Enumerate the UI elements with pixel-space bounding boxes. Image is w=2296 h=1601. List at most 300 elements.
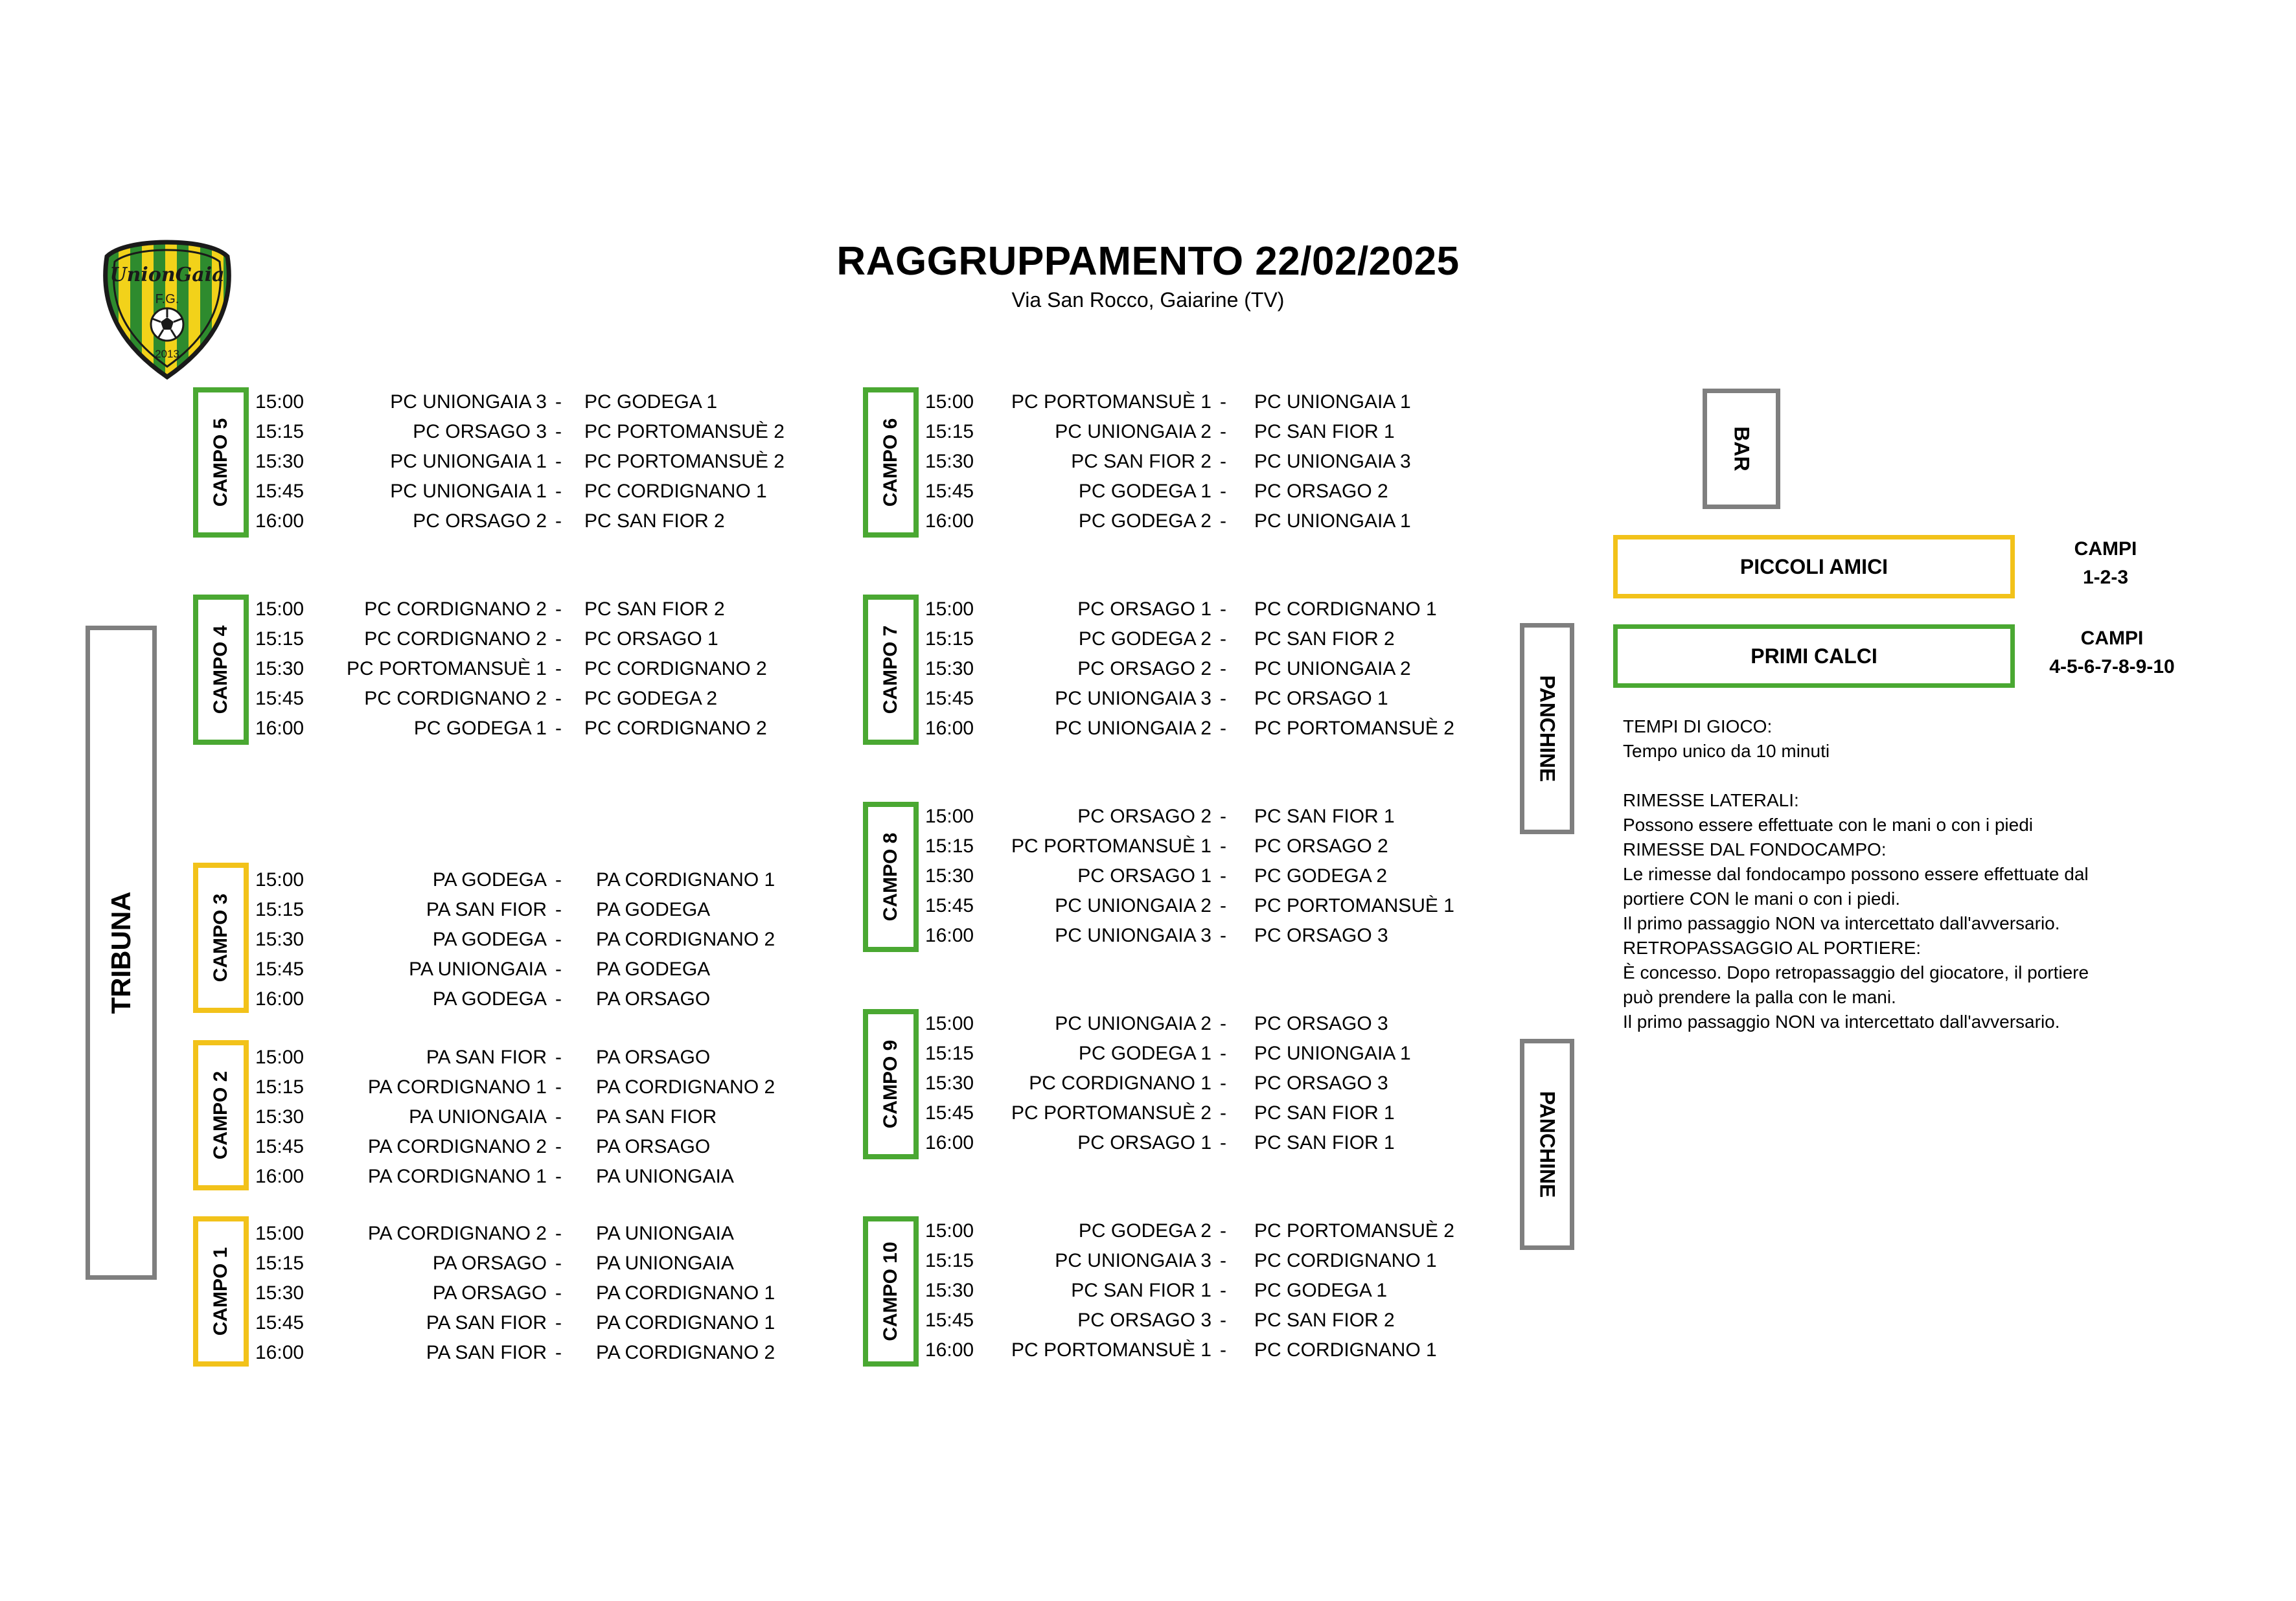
- rules-line: RIMESSE DAL FONDOCAMPO:: [1623, 839, 1887, 859]
- match-home-team: PC CORDIGNANO 2: [364, 598, 547, 620]
- match-time: 16:00: [925, 925, 974, 946]
- match-home-team: PC UNIONGAIA 2: [1055, 421, 1211, 442]
- match-time: 16:00: [255, 1166, 304, 1187]
- match-separator: -: [1220, 718, 1226, 739]
- match-away-team: PC GODEGA 2: [1254, 865, 1388, 887]
- match-away-team: PA UNIONGAIA: [596, 1223, 734, 1244]
- match-separator: -: [555, 1342, 562, 1363]
- match-row: [255, 1219, 868, 1249]
- match-row: [925, 624, 1526, 654]
- match-home-team: PC ORSAGO 1: [1077, 1132, 1211, 1153]
- match-row: [925, 506, 1526, 536]
- match-time: 15:45: [255, 481, 304, 502]
- match-row: [255, 654, 856, 684]
- page-subtitle: Via San Rocco, Gaiarine (TV): [1011, 288, 1285, 312]
- match-home-team: PA CORDIGNANO 1: [367, 1076, 547, 1098]
- match-home-team: PC CORDIGNANO 2: [364, 688, 547, 709]
- match-away-team: PA CORDIGNANO 2: [596, 1342, 775, 1363]
- match-separator: -: [1220, 1310, 1226, 1331]
- match-row: [255, 955, 868, 984]
- match-away-team: PC ORSAGO 2: [1254, 481, 1388, 502]
- match-away-team: PC CORDIGNANO 2: [584, 658, 767, 679]
- match-time: 15:15: [925, 421, 974, 442]
- match-separator: -: [1220, 598, 1226, 620]
- legend-primi-campi-title: CAMPI: [2080, 628, 2144, 649]
- match-time: 15:15: [255, 1076, 304, 1098]
- match-time: 15:00: [925, 1220, 974, 1242]
- match-separator: -: [1220, 1013, 1226, 1034]
- campo7-box: [863, 595, 919, 745]
- match-separator: -: [1220, 481, 1226, 502]
- match-time: 15:15: [255, 1253, 304, 1274]
- match-separator: -: [555, 688, 562, 709]
- match-home-team: PC GODEGA 2: [1078, 628, 1211, 650]
- campo6-label: CAMPO 6: [880, 418, 901, 507]
- match-separator: -: [555, 658, 562, 679]
- match-separator: -: [555, 598, 562, 620]
- match-away-team: PC SAN FIOR 1: [1254, 1132, 1395, 1153]
- bar-box: [1703, 389, 1780, 509]
- match-home-team: PA CORDIGNANO 2: [367, 1136, 547, 1157]
- match-time: 15:30: [255, 929, 304, 950]
- match-separator: -: [555, 391, 562, 413]
- match-away-team: PC UNIONGAIA 1: [1254, 1043, 1411, 1064]
- match-separator: -: [555, 451, 562, 472]
- match-away-team: PC SAN FIOR 1: [1254, 421, 1395, 442]
- match-home-team: PA UNIONGAIA: [409, 1106, 547, 1128]
- match-time: 15:30: [925, 1073, 974, 1094]
- panchine-label-1: PANCHINE: [1535, 675, 1559, 782]
- match-away-team: PA CORDIGNANO 2: [596, 929, 775, 950]
- match-row: [925, 654, 1526, 684]
- match-row: [925, 595, 1526, 624]
- tribuna-label: TRIBUNA: [106, 891, 136, 1014]
- match-row: [255, 387, 856, 417]
- match-separator: -: [1220, 1339, 1226, 1361]
- match-home-team: PC GODEGA 2: [1078, 510, 1211, 532]
- legend-primi-campi: [2041, 624, 2183, 681]
- match-time: 15:45: [925, 481, 974, 502]
- match-separator: -: [555, 421, 562, 442]
- match-away-team: PC PORTOMANSUÈ 2: [584, 451, 785, 472]
- match-home-team: PC GODEGA 2: [1078, 1220, 1211, 1242]
- match-time: 15:00: [925, 598, 974, 620]
- match-home-team: PA GODEGA: [432, 869, 547, 891]
- match-away-team: PC ORSAGO 1: [1254, 688, 1388, 709]
- match-time: 15:15: [255, 899, 304, 920]
- match-separator: -: [1220, 835, 1226, 857]
- match-away-team: PC CORDIGNANO 1: [1254, 1250, 1437, 1271]
- match-home-team: PA SAN FIOR: [426, 1047, 547, 1068]
- match-row: [925, 1306, 1526, 1335]
- match-time: 15:15: [925, 1250, 974, 1271]
- match-home-team: PC UNIONGAIA 3: [1055, 688, 1211, 709]
- match-row: [255, 925, 868, 955]
- match-home-team: PC ORSAGO 2: [1077, 658, 1211, 679]
- match-separator: -: [555, 1136, 562, 1157]
- match-time: 15:00: [255, 869, 304, 891]
- match-separator: -: [1220, 806, 1226, 827]
- match-away-team: PA ORSAGO: [596, 988, 711, 1010]
- match-time: 16:00: [255, 510, 304, 532]
- match-home-team: PA SAN FIOR: [426, 899, 547, 920]
- rules-line: Possono essere effettuate con le mani o con i piedi: [1623, 815, 2033, 835]
- match-home-team: PC UNIONGAIA 2: [1055, 1013, 1211, 1034]
- campo7-label: CAMPO 7: [880, 625, 901, 714]
- campo2-box: [193, 1040, 249, 1190]
- match-row: [925, 1098, 1526, 1128]
- match-home-team: PC SAN FIOR 1: [1071, 1280, 1211, 1301]
- legend-piccoli-amici-label: PICCOLI AMICI: [1739, 554, 1888, 578]
- campo8-label: CAMPO 8: [880, 832, 901, 922]
- match-separator: -: [555, 869, 562, 891]
- match-time: 15:15: [925, 628, 974, 650]
- match-time: 15:45: [925, 688, 974, 709]
- match-row: [925, 832, 1526, 861]
- match-away-team: PC UNIONGAIA 1: [1254, 391, 1411, 413]
- match-away-team: PC ORSAGO 3: [1254, 1013, 1388, 1034]
- match-away-team: PC CORDIGNANO 1: [1254, 1339, 1437, 1361]
- match-away-team: PC PORTOMANSUÈ 1: [1254, 895, 1454, 916]
- match-row: [925, 417, 1526, 447]
- match-separator: -: [555, 718, 562, 739]
- campo4-box: [193, 595, 249, 745]
- match-away-team: PC ORSAGO 3: [1254, 1073, 1388, 1094]
- match-row: [925, 1246, 1526, 1276]
- match-separator: -: [1220, 1043, 1226, 1064]
- match-home-team: PA CORDIGNANO 2: [367, 1223, 547, 1244]
- rules-line: Il primo passaggio NON va intercettato dall'avversario.: [1623, 913, 2060, 933]
- match-row: [255, 447, 856, 477]
- match-away-team: PA CORDIGNANO 1: [596, 869, 775, 891]
- match-separator: -: [1220, 421, 1226, 442]
- match-away-team: PC UNIONGAIA 2: [1254, 658, 1411, 679]
- rules-line: Il primo passaggio NON va intercettato dall'avversario.: [1623, 1012, 2060, 1032]
- match-home-team: PC UNIONGAIA 3: [1055, 1250, 1211, 1271]
- match-separator: -: [1220, 451, 1226, 472]
- match-time: 16:00: [925, 718, 974, 739]
- match-separator: -: [1220, 1073, 1226, 1094]
- match-row: [925, 1069, 1526, 1098]
- match-row: [255, 865, 868, 895]
- match-row: [255, 1043, 868, 1073]
- match-time: 15:00: [925, 1013, 974, 1034]
- match-time: 15:30: [925, 1280, 974, 1301]
- match-home-team: PC PORTOMANSUÈ 1: [1011, 835, 1211, 857]
- match-row: [925, 1128, 1526, 1158]
- match-row: [255, 1308, 868, 1338]
- match-separator: -: [1220, 1132, 1226, 1153]
- match-away-team: PC CORDIGNANO 1: [584, 481, 767, 502]
- match-away-team: PA UNIONGAIA: [596, 1166, 734, 1187]
- match-home-team: PC PORTOMANSUÈ 2: [1011, 1102, 1211, 1124]
- match-separator: -: [555, 1166, 562, 1187]
- match-home-team: PC ORSAGO 1: [1077, 598, 1211, 620]
- match-separator: -: [1220, 510, 1226, 532]
- match-row: [925, 1009, 1526, 1039]
- match-home-team: PC CORDIGNANO 2: [364, 628, 547, 650]
- match-home-team: PC PORTOMANSUÈ 1: [1011, 1339, 1211, 1361]
- match-separator: -: [555, 1312, 562, 1334]
- match-away-team: PA GODEGA: [596, 959, 711, 980]
- rules-line: TEMPI DI GIOCO:: [1623, 716, 1773, 736]
- uniongaia-logo-icon: [100, 238, 234, 381]
- match-home-team: PC CORDIGNANO 1: [1029, 1073, 1211, 1094]
- match-home-team: PA ORSAGO: [432, 1282, 547, 1304]
- match-away-team: PC PORTOMANSUÈ 2: [584, 421, 785, 442]
- match-separator: -: [1220, 925, 1226, 946]
- logo-fg: F.G.: [155, 292, 179, 306]
- match-time: 15:45: [255, 1312, 304, 1334]
- rules-line: È concesso. Dopo retropassaggio del giocatore, il portiere può prendere la palla con le mani.: [1623, 962, 2089, 1007]
- match-away-team: PC CORDIGNANO 1: [1254, 598, 1437, 620]
- match-time: 15:00: [925, 806, 974, 827]
- match-row: [255, 1278, 868, 1308]
- legend-piccoli-campi: [2054, 535, 2157, 592]
- match-home-team: PC ORSAGO 2: [413, 510, 547, 532]
- match-time: 15:45: [925, 1102, 974, 1124]
- match-home-team: PA ORSAGO: [432, 1253, 547, 1274]
- match-separator: -: [555, 988, 562, 1010]
- match-home-team: PC UNIONGAIA 1: [390, 481, 547, 502]
- legend-primi-calci: [1613, 624, 2015, 688]
- match-separator: -: [1220, 391, 1226, 413]
- match-away-team: PC SAN FIOR 1: [1254, 1102, 1395, 1124]
- match-time: 16:00: [255, 718, 304, 739]
- campo5-box: [193, 387, 249, 538]
- match-home-team: PC UNIONGAIA 2: [1055, 895, 1211, 916]
- page-title: RAGGRUPPAMENTO 22/02/2025: [836, 239, 1460, 284]
- match-away-team: PC PORTOMANSUÈ 2: [1254, 718, 1454, 739]
- match-home-team: PA SAN FIOR: [426, 1312, 547, 1334]
- match-row: [255, 714, 856, 744]
- match-home-team: PC UNIONGAIA 3: [1055, 925, 1211, 946]
- match-row: [925, 1335, 1526, 1365]
- match-home-team: PC UNIONGAIA 1: [390, 451, 547, 472]
- match-separator: -: [1220, 658, 1226, 679]
- match-time: 15:00: [255, 1223, 304, 1244]
- campo1-box: [193, 1216, 249, 1367]
- legend-piccoli-amici: [1613, 535, 2015, 598]
- match-home-team: PC PORTOMANSUÈ 1: [1011, 391, 1211, 413]
- match-time: 15:30: [255, 1106, 304, 1128]
- panchine-label-2: PANCHINE: [1535, 1091, 1559, 1198]
- match-row: [925, 714, 1526, 744]
- campo2-label: CAMPO 2: [210, 1071, 231, 1160]
- match-time: 15:00: [255, 391, 304, 413]
- match-away-team: PC PORTOMANSUÈ 2: [1254, 1220, 1454, 1242]
- campo10-label: CAMPO 10: [880, 1242, 901, 1341]
- match-separator: -: [1220, 1250, 1226, 1271]
- match-away-team: PA CORDIGNANO 2: [596, 1076, 775, 1098]
- match-row: [925, 1039, 1526, 1069]
- campo6-box: [863, 387, 919, 538]
- match-row: [925, 891, 1526, 921]
- match-row: [255, 684, 856, 714]
- rules-line: [1623, 764, 2089, 788]
- match-time: 15:30: [925, 865, 974, 887]
- match-away-team: PC GODEGA 1: [584, 391, 718, 413]
- match-home-team: PA UNIONGAIA: [409, 959, 547, 980]
- match-time: 15:45: [925, 895, 974, 916]
- match-away-team: PC ORSAGO 2: [1254, 835, 1388, 857]
- logo-text: UnionGaia: [109, 264, 225, 286]
- match-time: 15:15: [925, 835, 974, 857]
- campo8-box: [863, 802, 919, 952]
- match-separator: -: [555, 1282, 562, 1304]
- match-home-team: PC UNIONGAIA 3: [390, 391, 547, 413]
- match-home-team: PC GODEGA 1: [413, 718, 547, 739]
- match-away-team: PA ORSAGO: [596, 1047, 711, 1068]
- match-time: 16:00: [255, 988, 304, 1010]
- match-away-team: PA CORDIGNANO 1: [596, 1282, 775, 1304]
- match-row: [925, 861, 1526, 891]
- match-time: 15:00: [255, 1047, 304, 1068]
- match-time: 15:30: [255, 658, 304, 679]
- match-home-team: PA CORDIGNANO 1: [367, 1166, 547, 1187]
- match-time: 15:30: [925, 451, 974, 472]
- campo3-box: [193, 863, 249, 1013]
- match-row: [255, 1073, 868, 1102]
- match-time: 15:45: [255, 959, 304, 980]
- match-time: 15:45: [255, 1136, 304, 1157]
- match-away-team: PA GODEGA: [596, 899, 711, 920]
- legend-primi-calci-label: PRIMI CALCI: [1751, 644, 1877, 668]
- match-away-team: PA SAN FIOR: [596, 1106, 717, 1128]
- match-row: [255, 624, 856, 654]
- match-home-team: PC GODEGA 1: [1078, 481, 1211, 502]
- campo5-label: CAMPO 5: [210, 418, 231, 507]
- rules-line: RIMESSE LATERALI:: [1623, 790, 1799, 810]
- match-home-team: PC ORSAGO 3: [413, 421, 547, 442]
- match-separator: -: [1220, 1220, 1226, 1242]
- match-row: [255, 595, 856, 624]
- match-row: [255, 984, 868, 1014]
- rules-line: Le rimesse dal fondocampo possono essere effettuate dal portiere CON le mani o con i piedi.: [1623, 864, 2089, 909]
- match-time: 15:45: [925, 1310, 974, 1331]
- match-home-team: PC UNIONGAIA 2: [1055, 718, 1211, 739]
- match-row: [255, 417, 856, 447]
- match-separator: -: [555, 510, 562, 532]
- match-away-team: PC CORDIGNANO 2: [584, 718, 767, 739]
- panchine-box-2: [1520, 1039, 1574, 1250]
- match-away-team: PC ORSAGO 3: [1254, 925, 1388, 946]
- rules-text: [1623, 714, 2089, 1034]
- match-away-team: PC SAN FIOR 2: [1254, 1310, 1395, 1331]
- match-row: [925, 477, 1526, 506]
- match-home-team: PC SAN FIOR 2: [1071, 451, 1211, 472]
- match-time: 16:00: [925, 510, 974, 532]
- match-away-team: PC UNIONGAIA 1: [1254, 510, 1411, 532]
- match-time: 15:30: [255, 1282, 304, 1304]
- match-home-team: PC ORSAGO 3: [1077, 1310, 1211, 1331]
- match-home-team: PC ORSAGO 2: [1077, 806, 1211, 827]
- match-time: 15:00: [925, 391, 974, 413]
- match-time: 15:15: [255, 421, 304, 442]
- match-time: 15:15: [255, 628, 304, 650]
- logo-year: 2013: [155, 348, 179, 360]
- match-away-team: PC SAN FIOR 1: [1254, 806, 1395, 827]
- match-row: [255, 1102, 868, 1132]
- match-row: [255, 1132, 868, 1162]
- rules-line: Tempo unico da 10 minuti: [1623, 741, 1830, 761]
- match-home-team: PA GODEGA: [432, 929, 547, 950]
- match-time: 15:30: [925, 658, 974, 679]
- campo3-label: CAMPO 3: [210, 893, 231, 982]
- match-away-team: PC SAN FIOR 2: [1254, 628, 1395, 650]
- legend-primi-campi-list: 4-5-6-7-8-9-10: [2049, 656, 2175, 677]
- match-away-team: PC UNIONGAIA 3: [1254, 451, 1411, 472]
- match-row: [925, 802, 1526, 832]
- match-home-team: PC PORTOMANSUÈ 1: [347, 658, 547, 679]
- match-away-team: PC SAN FIOR 2: [584, 510, 725, 532]
- campo10-box: [863, 1216, 919, 1367]
- match-row: [255, 1338, 868, 1368]
- match-separator: -: [555, 1253, 562, 1274]
- match-row: [925, 1216, 1526, 1246]
- match-away-team: PC SAN FIOR 2: [584, 598, 725, 620]
- match-separator: -: [555, 899, 562, 920]
- match-row: [925, 447, 1526, 477]
- match-row: [255, 477, 856, 506]
- match-time: 15:45: [255, 688, 304, 709]
- match-row: [925, 1276, 1526, 1306]
- match-away-team: PA ORSAGO: [596, 1136, 711, 1157]
- match-time: 16:00: [925, 1132, 974, 1153]
- match-row: [255, 895, 868, 925]
- campo1-label: CAMPO 1: [210, 1247, 231, 1336]
- match-home-team: PC ORSAGO 1: [1077, 865, 1211, 887]
- match-separator: -: [1220, 1280, 1226, 1301]
- match-row: [255, 506, 856, 536]
- match-separator: -: [1220, 1102, 1226, 1124]
- match-time: 15:00: [255, 598, 304, 620]
- match-row: [255, 1249, 868, 1278]
- match-time: 16:00: [925, 1339, 974, 1361]
- match-separator: -: [555, 959, 562, 980]
- match-away-team: PC GODEGA 1: [1254, 1280, 1388, 1301]
- match-separator: -: [555, 1106, 562, 1128]
- match-away-team: PA CORDIGNANO 1: [596, 1312, 775, 1334]
- match-row: [925, 684, 1526, 714]
- match-home-team: PC GODEGA 1: [1078, 1043, 1211, 1064]
- match-home-team: PA SAN FIOR: [426, 1342, 547, 1363]
- match-separator: -: [555, 481, 562, 502]
- bar-label: BAR: [1730, 426, 1754, 471]
- panchine-box-1: [1520, 623, 1574, 834]
- match-time: 16:00: [255, 1342, 304, 1363]
- match-separator: -: [555, 628, 562, 650]
- match-separator: -: [555, 1223, 562, 1244]
- tribuna-box: [86, 626, 157, 1280]
- campo9-label: CAMPO 9: [880, 1039, 901, 1129]
- match-separator: -: [555, 1047, 562, 1068]
- campo4-label: CAMPO 4: [210, 625, 231, 714]
- legend-piccoli-campi-title: CAMPI: [2074, 538, 2137, 560]
- match-row: [255, 1162, 868, 1192]
- match-row: [925, 387, 1526, 417]
- match-row: [925, 921, 1526, 951]
- match-away-team: PC ORSAGO 1: [584, 628, 718, 650]
- legend-piccoli-campi-list: 1-2-3: [2082, 567, 2129, 588]
- campo9-box: [863, 1009, 919, 1159]
- match-home-team: PA GODEGA: [432, 988, 547, 1010]
- match-time: 15:15: [925, 1043, 974, 1064]
- match-separator: -: [555, 1076, 562, 1098]
- match-separator: -: [1220, 688, 1226, 709]
- match-separator: -: [1220, 895, 1226, 916]
- match-away-team: PA UNIONGAIA: [596, 1253, 734, 1274]
